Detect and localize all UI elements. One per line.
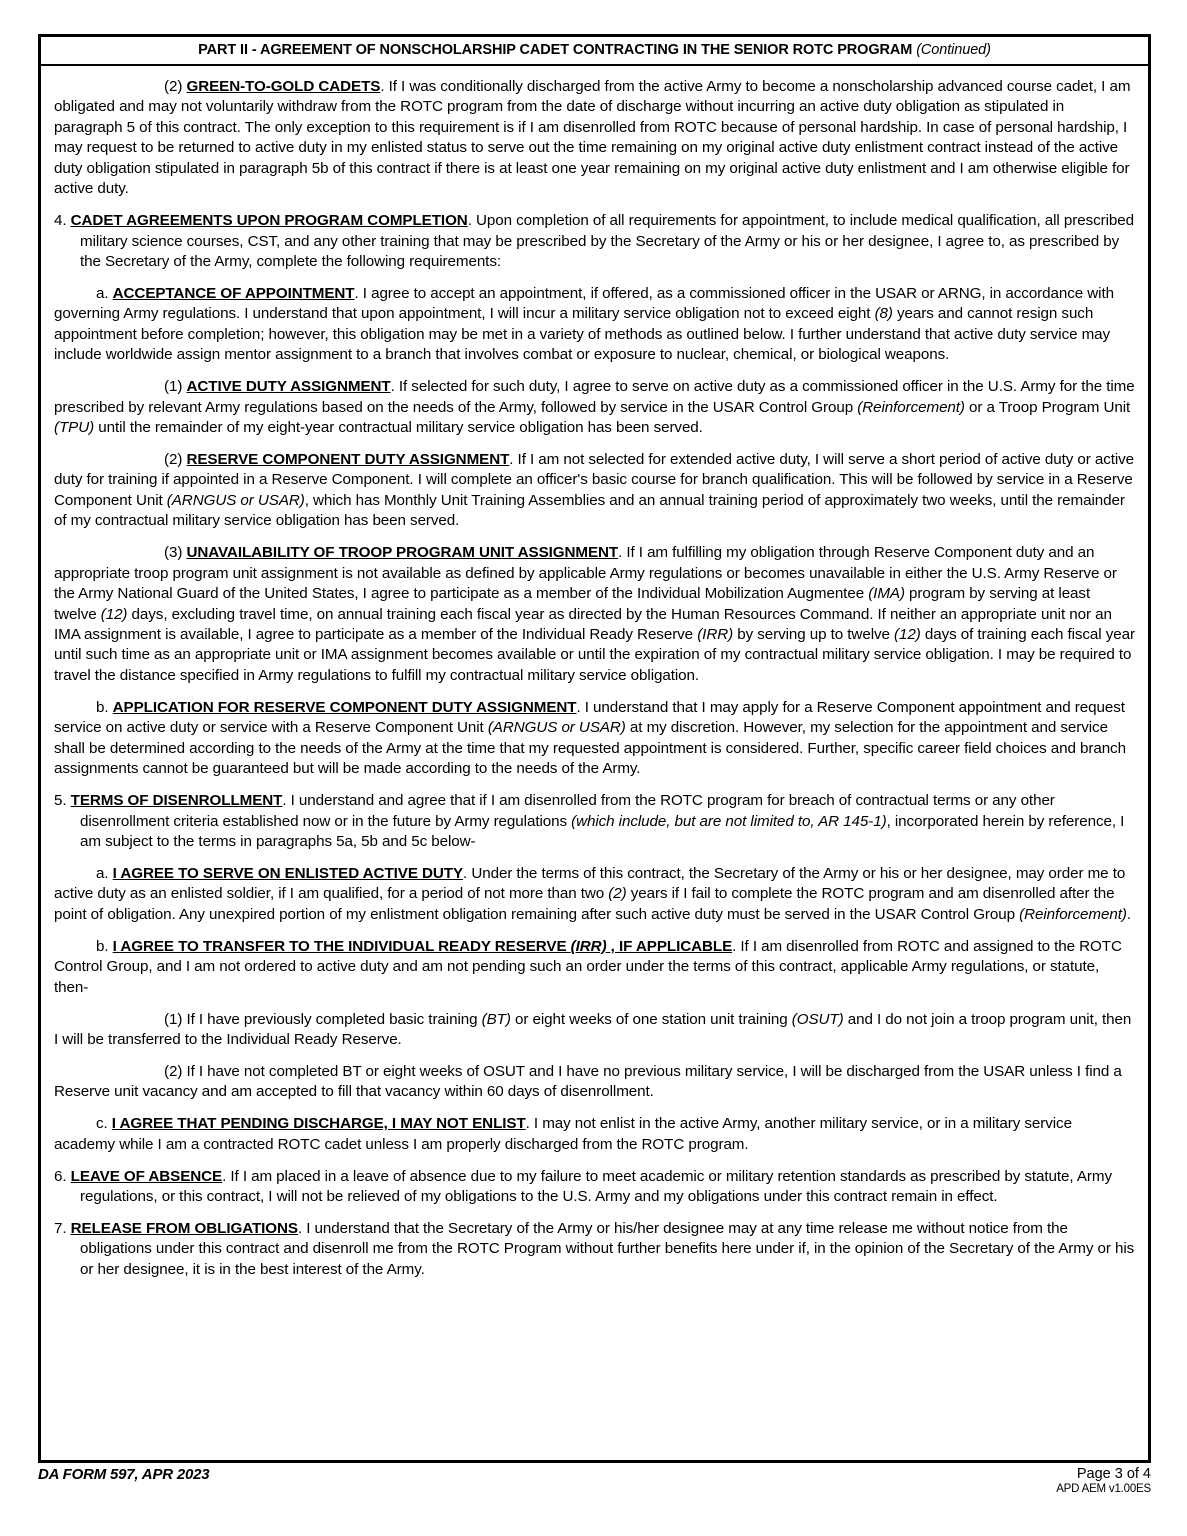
paragraph-leave-of-absence: 6. LEAVE OF ABSENCE. If I am placed in a leave of absence due to my failure to meet academic or military retention standards as prescribed by statute, Army regulations, or this contract, I will not be relieved of my obligations to the U.S. Army and my obligations under this contract remain in effect. <box>54 1167 1112 1206</box>
paragraph-irr-sub-2: (2) If I have not completed BT or eight weeks of OSUT and I have no previous military service, I will be discharged from the USAR unless I find a Reserve unit vacancy and am accepted to fill that vacancy within 60 days of disenrollment. <box>54 1062 1122 1101</box>
paragraph-unavailability-of-troop-program-unit-assignment: (3) UNAVAILABILITY OF TROOP PROGRAM UNIT ASSIGNMENT. If I am fulfilling my obligation through Reserve Component duty and an appropriate troop program unit assignment is not available as defined by applicable Army regulations or becomes unavailable in either the U.S. Army Reserve or the Army National Guard of the United States, I agree to participate as a member of the Individual Mobilization Augmentee (IMA) program by serving at least twelve (12) days, excluding travel time, on annual training each fiscal year as directed by the Human Resources Command. If neither an appropriate unit nor an IMA assignment is available, I agree to participate as a member of the Individual Ready Reserve (IRR) by serving up to twelve (12) days of training each fiscal year until such time as an appropriate unit or IMA assignment becomes available or until the expiration of my contractual military service obligation. I may be required to travel the distance specified in Army regulations to fulfill my contractual military service obligation. <box>54 544 1135 684</box>
form-identifier: DA FORM 597, APR 2023 <box>38 1466 210 1483</box>
part-header-continued: (Continued) <box>916 42 991 58</box>
apd-version: APD AEM v1.00ES <box>1056 1483 1151 1496</box>
paragraph-cadet-agreements-upon-program-completion: 4. CADET AGREEMENTS UPON PROGRAM COMPLETION. Upon completion of all requirements for appointment, to include medical qualification, all prescribed military science courses, CST, and any other training that may be prescribed by the Secretary of the Army or his or her designee, I agree to, as prescribed by the Secretary of the Army, complete the following requirements: <box>54 212 1134 270</box>
paragraph-agree-to-transfer-to-irr: b. I AGREE TO TRANSFER TO THE INDIVIDUAL READY RESERVE (IRR) , IF APPLICABLE. If I am disenrolled from ROTC and assigned to the ROTC Control Group, and I am not ordered to active duty and am not pending such an order under the terms of this contract, applicable Army regulations, or statute, then- <box>54 937 1122 996</box>
paragraph-active-duty-assignment: (1) ACTIVE DUTY ASSIGNMENT. If selected for such duty, I agree to serve on active duty as a commissioned officer in the U.S. Army for the time prescribed by relevant Army regulations based on the needs of the Army, followed by service in the USAR Control Group (Reinforcement) or a Troop Program Unit (TPU) until the remainder of my eight-year contractual military service obligation has been served. <box>54 378 1135 437</box>
page-number: Page 3 of 4 <box>1076 1466 1151 1482</box>
paragraph-reserve-component-duty-assignment: (2) RESERVE COMPONENT DUTY ASSIGNMENT. If I am not selected for extended active duty, I will serve a short period of active duty or active duty for training if appointed in a Reserve Component. I will complete an officer's basic course for branch qualification. This will be followed by service in a Reserve Component Unit (ARNGUS or USAR), which has Monthly Unit Training Assemblies and an annual training period of approximately two weeks, until the remainder of my contractual military service obligation has been served. <box>54 451 1135 530</box>
paragraph-application-for-reserve-component-duty-assignment: b. APPLICATION FOR RESERVE COMPONENT DUTY ASSIGNMENT. I understand that I may apply for a Reserve Component appointment and request service on active duty or service with a Reserve Component Unit (ARNGUS or USAR) at my discretion. However, my selection for the appointment and service shall be determined according to the needs of the Army at the time that my requested appointment is considered. Further, specific career field choices and branch assignments cannot be guaranteed but will be made according to the needs of the Army. <box>54 698 1126 778</box>
paragraph-acceptance-of-appointment: a. ACCEPTANCE OF APPOINTMENT. I agree to accept an appointment, if offered, as a commissioned officer in the USAR or ARNG, in accordance with governing Army regulations. I understand that upon appointment, I will incur a military service obligation not to exceed eight (8) years and cannot resign such appointment before completion; however, this obligation may be met in a variety of methods as outlined below. I further understand that active duty service may include worldwide assign mentor assignment to a branch that involves combat or exposure to nuclear, chemical, or biological weapons. <box>54 284 1114 364</box>
paragraph-terms-of-disenrollment: 5. TERMS OF DISENROLLMENT. I understand and agree that if I am disenrolled from the ROTC program for breach of contractual terms or any other disenrollment criteria established now or in the future by Army regulations (which include, but are not limited to, AR 145-1), incorporated herein by reference, I am subject to the terms in paragraphs 5a, 5b and 5c below- <box>54 792 1125 850</box>
paragraph-agree-pending-discharge-may-not-enlist: c. I AGREE THAT PENDING DISCHARGE, I MAY NOT ENLIST. I may not enlist in the active Army, another military service, or in a military service academy while I am a contracted ROTC cadet unless I am properly discharged from the ROTC program. <box>54 1115 1072 1153</box>
paragraph-irr-sub-1: (1) If I have previously completed basic training (BT) or eight weeks of one station unit training (OSUT) and I do not join a troop program unit, then I will be transferred to the Individual Ready Reserve. <box>54 1010 1132 1048</box>
paragraph-release-from-obligations: 7. RELEASE FROM OBLIGATIONS. I understand that the Secretary of the Army or his/her designee may at any time release me without notice from the obligations under this contract and disenroll me from the ROTC Program without further benefits here under if, in the opinion of the Secretary of the Army or his or her designee, it is in the best interest of the Army. <box>54 1220 1135 1278</box>
part-header-title: PART II - AGREEMENT OF NONSCHOLARSHIP CADET CONTRACTING IN THE SENIOR ROTC PROGRAM <box>198 42 913 58</box>
footer-right <box>1056 1466 1151 1497</box>
page-footer <box>38 1466 1151 1497</box>
part-header <box>41 37 1148 66</box>
form-body <box>41 66 1148 1460</box>
paragraph-green-to-gold: (2) GREEN-TO-GOLD CADETS. If I was conditionally discharged from the active Army to become a nonscholarship advanced course cadet, I am obligated and may not voluntarily withdraw from the ROTC program from the date of discharge without incurring an active duty obligation as stipulated in paragraph 5 of this contract. The only exception to this requirement is if I am disenrolled from ROTC because of personal hardship. In case of personal hardship, I may request to be returned to active duty in my enlisted status to serve out the time remaining on my original active duty enlistment contract instead of the active duty obligation stipulated in paragraph 5b of this contract if there is at least one year remaining on my original active duty enlistment and I am otherwise eligible for active duty. <box>54 78 1131 198</box>
paragraph-agree-to-serve-on-enlisted-active-duty: a. I AGREE TO SERVE ON ENLISTED ACTIVE DUTY. Under the terms of this contract, the Secretary of the Army or his or her designee, may order me to active duty as an enlisted soldier, if I am qualified, for a period of not more than two (2) years if I fail to complete the ROTC program and am disenrolled after the point of obligation. Any unexpired portion of my enlistment obligation remaining after such active duty must be served in the USAR Control Group (Reinforcement). <box>54 864 1131 923</box>
form-frame <box>38 34 1151 1463</box>
part-header-text <box>198 42 991 58</box>
